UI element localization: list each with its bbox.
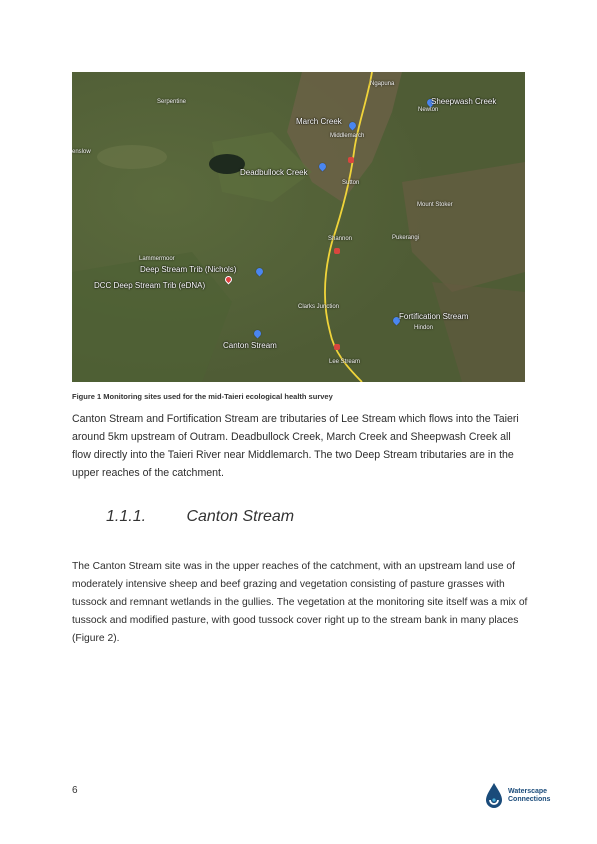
site-label: Fortification Stream <box>399 312 469 321</box>
place-label: Hindon <box>414 325 434 331</box>
place-label: enslow <box>72 149 91 155</box>
place-label: Clarks Junction <box>298 304 340 310</box>
highway-shield-icon <box>334 248 340 254</box>
logo-text: Connections <box>508 796 551 803</box>
site-label: Deadbullock Creek <box>240 168 308 177</box>
place-label: Sutton <box>342 180 360 186</box>
body-paragraph: The Canton Stream site was in the upper reaches of the catchment, with an upstream land use of moderately intensive sheep and beef grazing and vegetation consisting of pasture grasses with tussock and remnant wetlands in the gullies. The vegetation at the monitoring site itself was a mix of tussock and modified pasture, with good tussock cover right up to the stream bank in many places (Figure 2). <box>72 561 528 644</box>
site-label: Canton Stream <box>223 341 277 350</box>
place-label: Lammermoor <box>139 256 175 262</box>
section-number: 1.1.1. <box>106 508 147 525</box>
place-label: Serpentine <box>157 99 187 105</box>
water-drop-icon <box>484 782 504 808</box>
highway-shield-icon <box>348 157 354 163</box>
highway-shield-icon <box>334 344 340 350</box>
body-paragraph: Canton Stream and Fortification Stream are tributaries of Lee Stream which flows into the Taieri around 5km upstream of Outram. Deadbullock Creek, March Creek and Sheepwash Creek all flow directly into the Taieri River near Middlemarch. The two Deep Stream tributaries are in the upper reaches of the catchment. <box>72 413 519 479</box>
place-label: Newton <box>418 107 439 113</box>
site-label: Deep Stream Trib (Nichols) <box>140 265 237 274</box>
place-label: Pukerangi <box>392 235 420 241</box>
company-logo <box>484 780 554 810</box>
place-label: Mount Stoker <box>417 202 453 208</box>
page-number: 6 <box>72 785 78 796</box>
site-label: March Creek <box>296 117 342 126</box>
site-label: DCC Deep Stream Trib (eDNA) <box>94 281 206 290</box>
place-label: Lee Stream <box>329 359 361 365</box>
figure-caption: Figure 1 Monitoring sites used for the mid-Taieri ecological health survey <box>72 392 333 401</box>
place-label: Middlemarch <box>330 133 365 139</box>
section-heading <box>106 508 294 526</box>
section-title: Canton Stream <box>186 508 295 525</box>
place-label: Ngapuna <box>370 81 395 87</box>
logo-text: Waterscape <box>508 788 548 795</box>
site-label: Sheepwash Creek <box>431 97 497 106</box>
satellite-map <box>72 72 525 382</box>
place-label: Shannon <box>328 236 353 242</box>
